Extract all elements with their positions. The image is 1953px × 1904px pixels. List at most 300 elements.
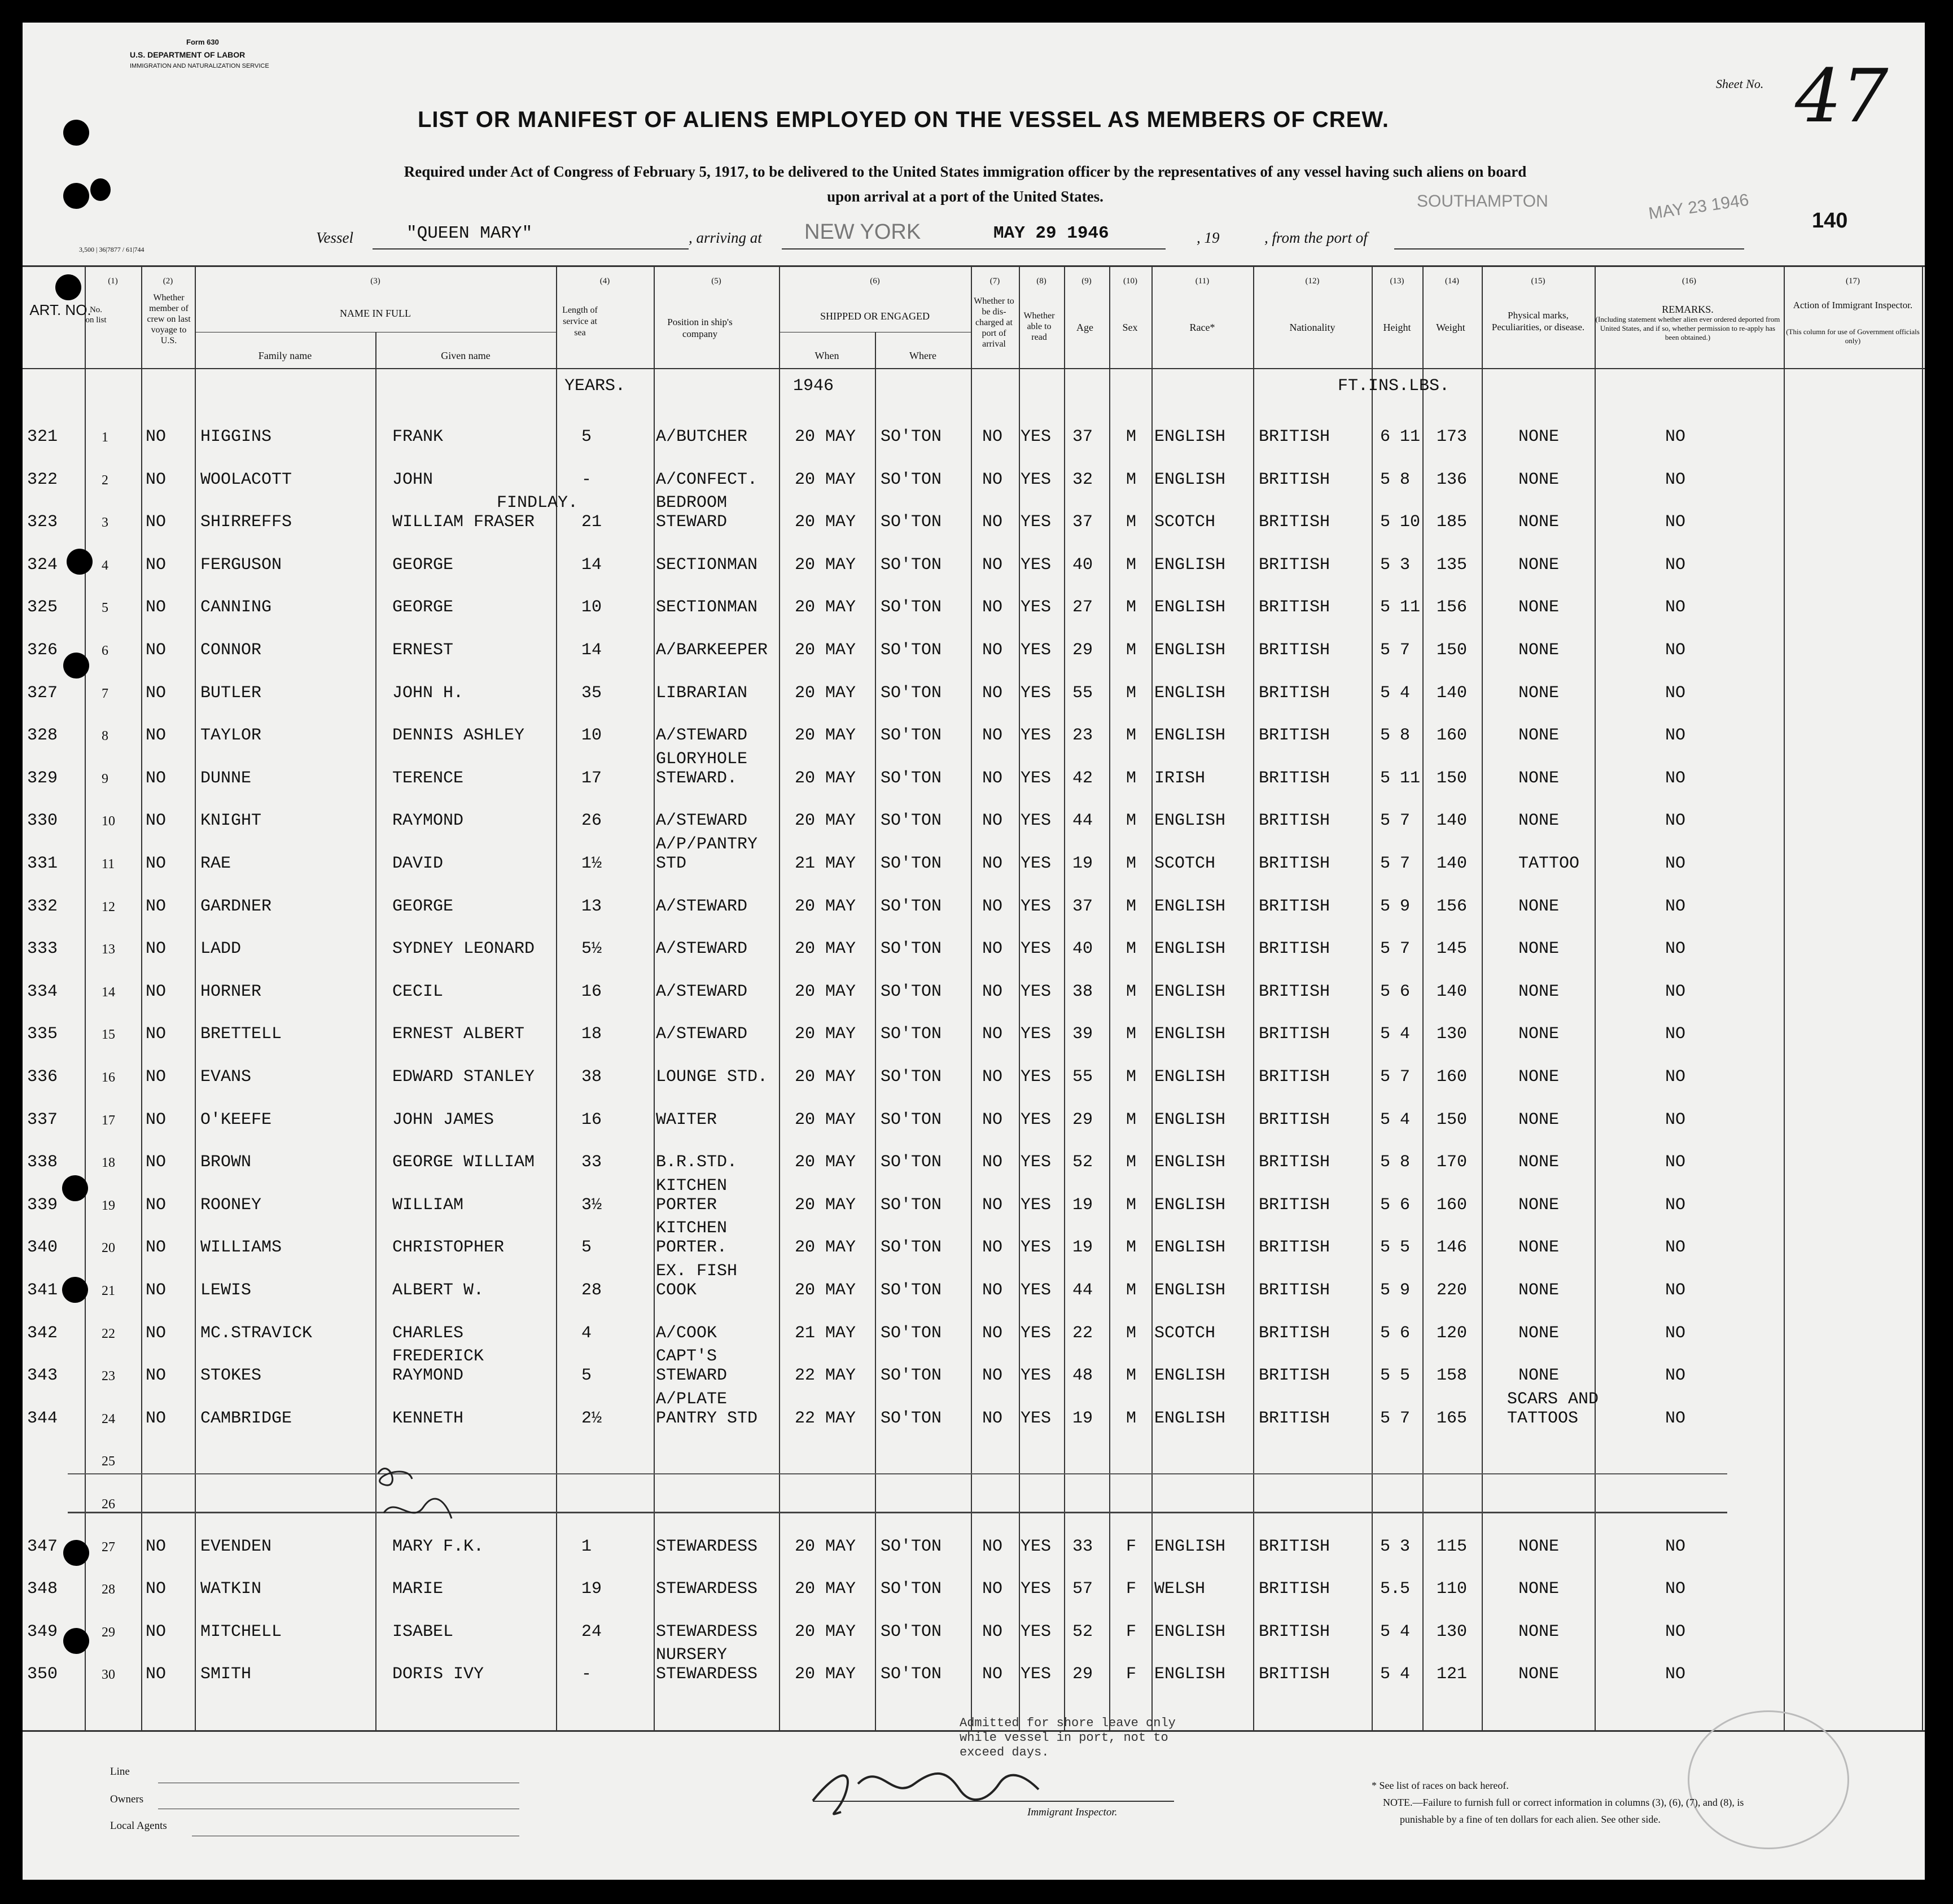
physical-marks: NONE xyxy=(1518,683,1560,703)
remarks: NO xyxy=(1665,1366,1686,1386)
remarks: NO xyxy=(1665,598,1686,618)
shipped-where: SO'TON xyxy=(881,939,942,959)
shipped-when: 20 MAY xyxy=(795,1665,856,1684)
sex: F xyxy=(1126,1537,1137,1556)
column-number: (9) xyxy=(1081,277,1092,286)
vessel-label: Vessel xyxy=(316,229,353,246)
member-last-voyage: NO xyxy=(146,1665,167,1684)
height-feet: 5 xyxy=(1380,1281,1391,1300)
service-length: 1½ xyxy=(581,854,602,873)
member-last-voyage: NO xyxy=(146,939,167,959)
list-number: 12 xyxy=(102,899,115,914)
to-be-discharged: NO xyxy=(982,598,1003,618)
sex: M xyxy=(1126,768,1137,788)
able-to-read: YES xyxy=(1021,513,1052,532)
shipped-when: 20 MAY xyxy=(795,427,856,447)
column-number: (8) xyxy=(1036,277,1046,286)
height-feet: 5 xyxy=(1380,1153,1391,1172)
able-to-read: YES xyxy=(1021,1281,1052,1300)
art-number: 331 xyxy=(27,854,58,873)
owners-label: Owners xyxy=(110,1793,144,1805)
position: A/STEWARD xyxy=(656,939,748,959)
position: NURSERY xyxy=(656,1645,728,1665)
height-inches: 8 xyxy=(1400,726,1411,746)
race: ENGLISH xyxy=(1154,811,1226,831)
height-inches: 7 xyxy=(1400,939,1411,959)
from-port: SOUTHAMPTON xyxy=(1417,192,1548,211)
nationality: BRITISH xyxy=(1259,939,1330,959)
weight-lbs: 130 xyxy=(1437,1622,1468,1642)
header-position: Position in ship's company xyxy=(667,317,733,339)
physical-marks: NONE xyxy=(1518,555,1560,575)
service-length: 4 xyxy=(581,1323,592,1343)
age: 38 xyxy=(1072,982,1093,1001)
race: ENGLISH xyxy=(1154,555,1226,575)
service-length: 5 xyxy=(581,427,592,447)
list-number: 18 xyxy=(102,1155,115,1171)
to-be-discharged: NO xyxy=(982,1579,1003,1599)
units-height-weight: FT.INS.LBS. xyxy=(1338,377,1450,396)
physical-marks: NONE xyxy=(1518,641,1560,660)
weight-lbs: 150 xyxy=(1437,641,1468,660)
race: ENGLISH xyxy=(1154,1195,1226,1215)
height-feet: 5 xyxy=(1380,1067,1391,1087)
family-name: O'KEEFE xyxy=(200,1110,272,1130)
column-number: (17) xyxy=(1846,277,1860,286)
shipped-where: SO'TON xyxy=(881,1408,942,1428)
shipped-where: SO'TON xyxy=(881,726,942,746)
physical-marks: NONE xyxy=(1518,896,1560,916)
height-feet: 6 xyxy=(1380,427,1391,447)
member-last-voyage: NO xyxy=(146,598,167,618)
sex: M xyxy=(1126,939,1137,959)
weight-lbs: 160 xyxy=(1437,726,1468,746)
age: 27 xyxy=(1072,598,1093,618)
remarks: NO xyxy=(1665,1067,1686,1087)
shipped-when: 22 MAY xyxy=(795,1408,856,1428)
list-number: 14 xyxy=(102,984,115,1000)
weight-lbs: 158 xyxy=(1437,1366,1468,1386)
shipped-when: 21 MAY xyxy=(795,1323,856,1343)
shipped-when: 20 MAY xyxy=(795,683,856,703)
art-number: 332 xyxy=(27,896,58,916)
nationality: BRITISH xyxy=(1259,1153,1330,1172)
physical-marks: NONE xyxy=(1518,811,1560,831)
header-discharged: Whether to be dis-charged at port of arrival xyxy=(974,296,1014,349)
list-number: 1 xyxy=(102,430,108,445)
height-inches: 6 xyxy=(1400,1323,1411,1343)
column-rule xyxy=(1922,266,1923,1730)
member-last-voyage: NO xyxy=(146,768,167,788)
physical-marks: NONE xyxy=(1518,1195,1560,1215)
to-be-discharged: NO xyxy=(982,1622,1003,1642)
position: LOUNGE STD. xyxy=(656,1067,768,1087)
sex: M xyxy=(1126,427,1137,447)
height-inches: 3 xyxy=(1400,555,1411,575)
header-able-read: Whether able to read xyxy=(1023,311,1055,342)
header-action: Action of Immigrant Inspector. xyxy=(1793,300,1913,310)
height-feet: 5 xyxy=(1380,1665,1391,1684)
to-be-discharged: NO xyxy=(982,683,1003,703)
remarks: NO xyxy=(1665,1579,1686,1599)
race: ENGLISH xyxy=(1154,1110,1226,1130)
nationality: BRITISH xyxy=(1259,598,1330,618)
height-inches: 5 xyxy=(1400,1579,1411,1599)
page-number: 140 xyxy=(1812,209,1848,233)
age: 29 xyxy=(1072,1665,1093,1684)
header-where: Where xyxy=(909,350,936,361)
service-length: 10 xyxy=(581,598,602,618)
able-to-read: YES xyxy=(1021,1366,1052,1386)
physical-marks: NONE xyxy=(1518,598,1560,618)
column-rule xyxy=(1784,266,1785,1730)
family-name: HORNER xyxy=(200,982,262,1001)
art-number: 329 xyxy=(27,768,58,788)
shipped-when: 20 MAY xyxy=(795,1622,856,1642)
position: BEDROOM xyxy=(656,493,728,513)
nationality: BRITISH xyxy=(1259,982,1330,1001)
sex: M xyxy=(1126,1238,1137,1258)
remarks: NO xyxy=(1665,1622,1686,1642)
remarks: NO xyxy=(1665,1323,1686,1343)
given-name-extra: FINDLAY. xyxy=(497,493,579,513)
remarks: NO xyxy=(1665,939,1686,959)
height-feet: 5 xyxy=(1380,1238,1391,1258)
punch-hole xyxy=(62,1277,88,1303)
shipped-where: SO'TON xyxy=(881,768,942,788)
family-name: CAMBRIDGE xyxy=(200,1408,292,1428)
sex: M xyxy=(1126,555,1137,575)
shipped-when: 20 MAY xyxy=(795,1110,856,1130)
service-length: 5½ xyxy=(581,939,602,959)
member-last-voyage: NO xyxy=(146,1537,167,1556)
punch-hole xyxy=(90,178,111,201)
able-to-read: YES xyxy=(1021,1067,1052,1087)
height-feet: 5 xyxy=(1380,1537,1391,1556)
nationality: BRITISH xyxy=(1259,726,1330,746)
manifest-sheet xyxy=(23,23,1925,1880)
nationality: BRITISH xyxy=(1259,768,1330,788)
given-name: ERNEST ALBERT xyxy=(392,1025,525,1044)
able-to-read: YES xyxy=(1021,641,1052,660)
position: A/COOK xyxy=(656,1323,717,1343)
member-last-voyage: NO xyxy=(146,811,167,831)
arriving-port: NEW YORK xyxy=(804,220,921,244)
column-number: (10) xyxy=(1123,277,1137,286)
able-to-read: YES xyxy=(1021,896,1052,916)
position: EX. FISH xyxy=(656,1262,738,1281)
year-label: , 19 xyxy=(1197,229,1220,246)
race: ENGLISH xyxy=(1154,641,1226,660)
punch-hole xyxy=(63,653,89,679)
remarks: NO xyxy=(1665,854,1686,873)
to-be-discharged: NO xyxy=(982,641,1003,660)
list-number: 19 xyxy=(102,1198,115,1213)
shipped-when: 20 MAY xyxy=(795,513,856,532)
sheet-number: 47 xyxy=(1795,53,1889,139)
position: STEWARD xyxy=(656,1366,728,1386)
height-inches: 8 xyxy=(1400,470,1411,489)
sex: M xyxy=(1126,1153,1137,1172)
height-feet: 5 xyxy=(1380,470,1391,489)
weight-lbs: 150 xyxy=(1437,1110,1468,1130)
remarks: NO xyxy=(1665,1408,1686,1428)
able-to-read: YES xyxy=(1021,427,1052,447)
column-rule xyxy=(654,266,655,1730)
given-name: GEORGE xyxy=(392,896,454,916)
column-rule xyxy=(779,266,780,1730)
punch-hole xyxy=(63,183,89,209)
sex: M xyxy=(1126,1323,1137,1343)
department-name: U.S. DEPARTMENT OF LABOR xyxy=(130,50,246,59)
family-name: CONNOR xyxy=(200,641,262,660)
art-number: 347 xyxy=(27,1537,58,1556)
column-rule xyxy=(1019,266,1020,1730)
height-feet: 5. xyxy=(1380,1579,1401,1599)
given-name: DENNIS ASHLEY xyxy=(392,726,525,746)
column-rule xyxy=(1595,266,1596,1730)
shipped-when: 20 MAY xyxy=(795,1067,856,1087)
given-name: KENNETH xyxy=(392,1408,464,1428)
weight-lbs: 156 xyxy=(1437,896,1468,916)
header-shipped: SHIPPED OR ENGAGED xyxy=(820,310,930,322)
column-rule xyxy=(1109,266,1110,1730)
position: STD xyxy=(656,854,687,873)
sex: M xyxy=(1126,683,1137,703)
weight-lbs: 140 xyxy=(1437,854,1468,873)
family-name: BROWN xyxy=(200,1153,252,1172)
height-inches: 6 xyxy=(1400,982,1411,1001)
nationality: BRITISH xyxy=(1259,1110,1330,1130)
shipped-when: 20 MAY xyxy=(795,896,856,916)
member-last-voyage: NO xyxy=(146,1622,167,1642)
list-number: 15 xyxy=(102,1027,115,1043)
art-number: 340 xyxy=(27,1238,58,1258)
height-inches: 5 xyxy=(1400,1238,1411,1258)
physical-marks: NONE xyxy=(1518,982,1560,1001)
given-name: CHRISTOPHER xyxy=(392,1238,505,1258)
list-number: 26 xyxy=(102,1497,115,1512)
service-length: 13 xyxy=(581,896,602,916)
service-length: 16 xyxy=(581,982,602,1001)
header-remarks-sub: (Including statement whether alien ever ordered deported from United States, and if so, whether permission to re-apply has been obtained.) xyxy=(1595,315,1780,342)
note-races: * See list of races on back hereof. xyxy=(1372,1780,1509,1791)
service-length: 14 xyxy=(581,641,602,660)
weight-lbs: 120 xyxy=(1437,1323,1468,1343)
position: A/CONFECT. xyxy=(656,470,758,489)
given-name: JOHN xyxy=(392,470,433,489)
physical-marks: NONE xyxy=(1518,1323,1560,1343)
weight-lbs: 140 xyxy=(1437,811,1468,831)
list-number: 21 xyxy=(102,1284,115,1298)
punch-hole xyxy=(63,120,89,146)
to-be-discharged: NO xyxy=(982,1408,1003,1428)
date-stamp: MAY 23 1946 xyxy=(1647,190,1750,224)
position: A/STEWARD xyxy=(656,1025,748,1044)
physical-marks: NONE xyxy=(1518,768,1560,788)
header-action-sub: (This column for use of Government officials only) xyxy=(1786,327,1920,345)
print-code: 3,500 | 36|7877 / 61|744 xyxy=(79,246,144,253)
member-last-voyage: NO xyxy=(146,854,167,873)
nationality: BRITISH xyxy=(1259,427,1330,447)
shipped-when: 21 MAY xyxy=(795,854,856,873)
position: STEWARDESS xyxy=(656,1579,758,1599)
given-name: RAYMOND xyxy=(392,1366,464,1386)
race: SCOTCH xyxy=(1154,513,1216,532)
header-given-name: Given name xyxy=(441,350,491,361)
height-feet: 5 xyxy=(1380,768,1391,788)
remarks: NO xyxy=(1665,1238,1686,1258)
able-to-read: YES xyxy=(1021,683,1052,703)
family-name: TAYLOR xyxy=(200,726,262,746)
race: ENGLISH xyxy=(1154,1067,1226,1087)
shipped-when: 20 MAY xyxy=(795,1025,856,1044)
physical-marks: NONE xyxy=(1518,1281,1560,1300)
position: SECTIONMAN xyxy=(656,598,758,618)
art-number: 327 xyxy=(27,683,58,703)
office-seal-stamp xyxy=(1688,1710,1849,1849)
nationality: BRITISH xyxy=(1259,1323,1330,1343)
height-inches: 10 xyxy=(1400,513,1421,532)
position: PANTRY STD xyxy=(656,1408,758,1428)
height-inches: 4 xyxy=(1400,1622,1411,1642)
column-number: (7) xyxy=(989,277,1000,286)
height-feet: 5 xyxy=(1380,811,1391,831)
shipped-where: SO'TON xyxy=(881,896,942,916)
note-text-2: punishable by a fine of ten dollars for each alien. See other side. xyxy=(1400,1814,1661,1825)
height-inches: 7 xyxy=(1400,1408,1411,1428)
column-rule xyxy=(875,332,876,1730)
service-length: 26 xyxy=(581,811,602,831)
weight-lbs: 121 xyxy=(1437,1665,1468,1684)
weight-lbs: 173 xyxy=(1437,427,1468,447)
position: STEWARD xyxy=(656,513,728,532)
physical-marks: NONE xyxy=(1518,470,1560,489)
given-name-extra: FREDERICK xyxy=(392,1347,484,1367)
position: A/BARKEEPER xyxy=(656,641,768,660)
header-family-name: Family name xyxy=(258,350,312,361)
art-number: 321 xyxy=(27,427,58,447)
column-rule xyxy=(1482,266,1483,1730)
header-height: Height xyxy=(1383,322,1411,333)
shipped-when: 20 MAY xyxy=(795,726,856,746)
shipped-where: SO'TON xyxy=(881,1281,942,1300)
position: A/STEWARD xyxy=(656,726,748,746)
given-name: JOHN JAMES xyxy=(392,1110,494,1130)
weight-lbs: 110 xyxy=(1437,1579,1468,1599)
column-number: (1) xyxy=(108,277,118,286)
arrival-date: MAY 29 1946 xyxy=(993,224,1109,243)
height-inches: 9 xyxy=(1400,1281,1411,1300)
column-number: (4) xyxy=(599,277,610,286)
age: 29 xyxy=(1072,1110,1093,1130)
family-name: LADD xyxy=(200,939,242,959)
weight-lbs: 146 xyxy=(1437,1238,1468,1258)
to-be-discharged: NO xyxy=(982,513,1003,532)
service-length: 35 xyxy=(581,683,602,703)
list-number: 27 xyxy=(102,1539,115,1555)
family-name: MC.STRAVICK xyxy=(200,1323,313,1343)
race: ENGLISH xyxy=(1154,1665,1226,1684)
remarks: NO xyxy=(1665,513,1686,532)
member-last-voyage: NO xyxy=(146,1153,167,1172)
age: 32 xyxy=(1072,470,1093,489)
header-remarks: REMARKS. xyxy=(1662,304,1714,315)
to-be-discharged: NO xyxy=(982,768,1003,788)
shipped-where: SO'TON xyxy=(881,470,942,489)
from-label: , from the port of xyxy=(1264,229,1368,246)
position: A/P/PANTRY xyxy=(656,835,758,854)
physical-marks: NONE xyxy=(1518,1665,1560,1684)
member-last-voyage: NO xyxy=(146,1366,167,1386)
service-length: 10 xyxy=(581,726,602,746)
given-name: EDWARD STANLEY xyxy=(392,1067,535,1087)
member-last-voyage: NO xyxy=(146,1195,167,1215)
nationality: BRITISH xyxy=(1259,1408,1330,1428)
shipped-when: 20 MAY xyxy=(795,1537,856,1556)
member-last-voyage: NO xyxy=(146,726,167,746)
height-feet: 5 xyxy=(1380,683,1391,703)
height-inches: 11 xyxy=(1400,427,1421,447)
height-feet: 5 xyxy=(1380,1323,1391,1343)
header-age: Age xyxy=(1076,322,1093,333)
age: 37 xyxy=(1072,896,1093,916)
member-last-voyage: NO xyxy=(146,1238,167,1258)
art-number: 330 xyxy=(27,811,58,831)
handwritten-marks xyxy=(361,1451,474,1530)
able-to-read: YES xyxy=(1021,1025,1052,1044)
header-race: Race* xyxy=(1189,322,1215,333)
physical-marks: NONE xyxy=(1518,1537,1560,1556)
sex: M xyxy=(1126,1025,1137,1044)
race: ENGLISH xyxy=(1154,1281,1226,1300)
shipped-where: SO'TON xyxy=(881,1238,942,1258)
shipped-when: 20 MAY xyxy=(795,1579,856,1599)
nationality: BRITISH xyxy=(1259,1025,1330,1044)
to-be-discharged: NO xyxy=(982,1366,1003,1386)
shipped-when: 20 MAY xyxy=(795,811,856,831)
shipped-where: SO'TON xyxy=(881,683,942,703)
art-number: 337 xyxy=(27,1110,58,1130)
age: 55 xyxy=(1072,1067,1093,1087)
family-name: SMITH xyxy=(200,1665,252,1684)
remarks: NO xyxy=(1665,683,1686,703)
member-last-voyage: NO xyxy=(146,1110,167,1130)
nationality: BRITISH xyxy=(1259,683,1330,703)
able-to-read: YES xyxy=(1021,555,1052,575)
remarks: NO xyxy=(1665,470,1686,489)
column-number: (3) xyxy=(370,277,380,286)
height-inches: 8 xyxy=(1400,1153,1411,1172)
nationality: BRITISH xyxy=(1259,1238,1330,1258)
family-name: LEWIS xyxy=(200,1281,252,1300)
given-name: MARIE xyxy=(392,1579,444,1599)
height-feet: 5 xyxy=(1380,982,1391,1001)
position: PORTER. xyxy=(656,1238,728,1258)
physical-marks: NONE xyxy=(1518,939,1560,959)
to-be-discharged: NO xyxy=(982,982,1003,1001)
service-length: 17 xyxy=(581,768,602,788)
position: A/STEWARD xyxy=(656,982,748,1001)
list-number: 5 xyxy=(102,601,108,616)
list-number: 29 xyxy=(102,1625,115,1640)
weight-lbs: 160 xyxy=(1437,1067,1468,1087)
sex: M xyxy=(1126,1195,1137,1215)
list-number: 28 xyxy=(102,1582,115,1597)
punch-hole xyxy=(62,1175,88,1201)
shipped-where: SO'TON xyxy=(881,513,942,532)
service-length: 14 xyxy=(581,555,602,575)
